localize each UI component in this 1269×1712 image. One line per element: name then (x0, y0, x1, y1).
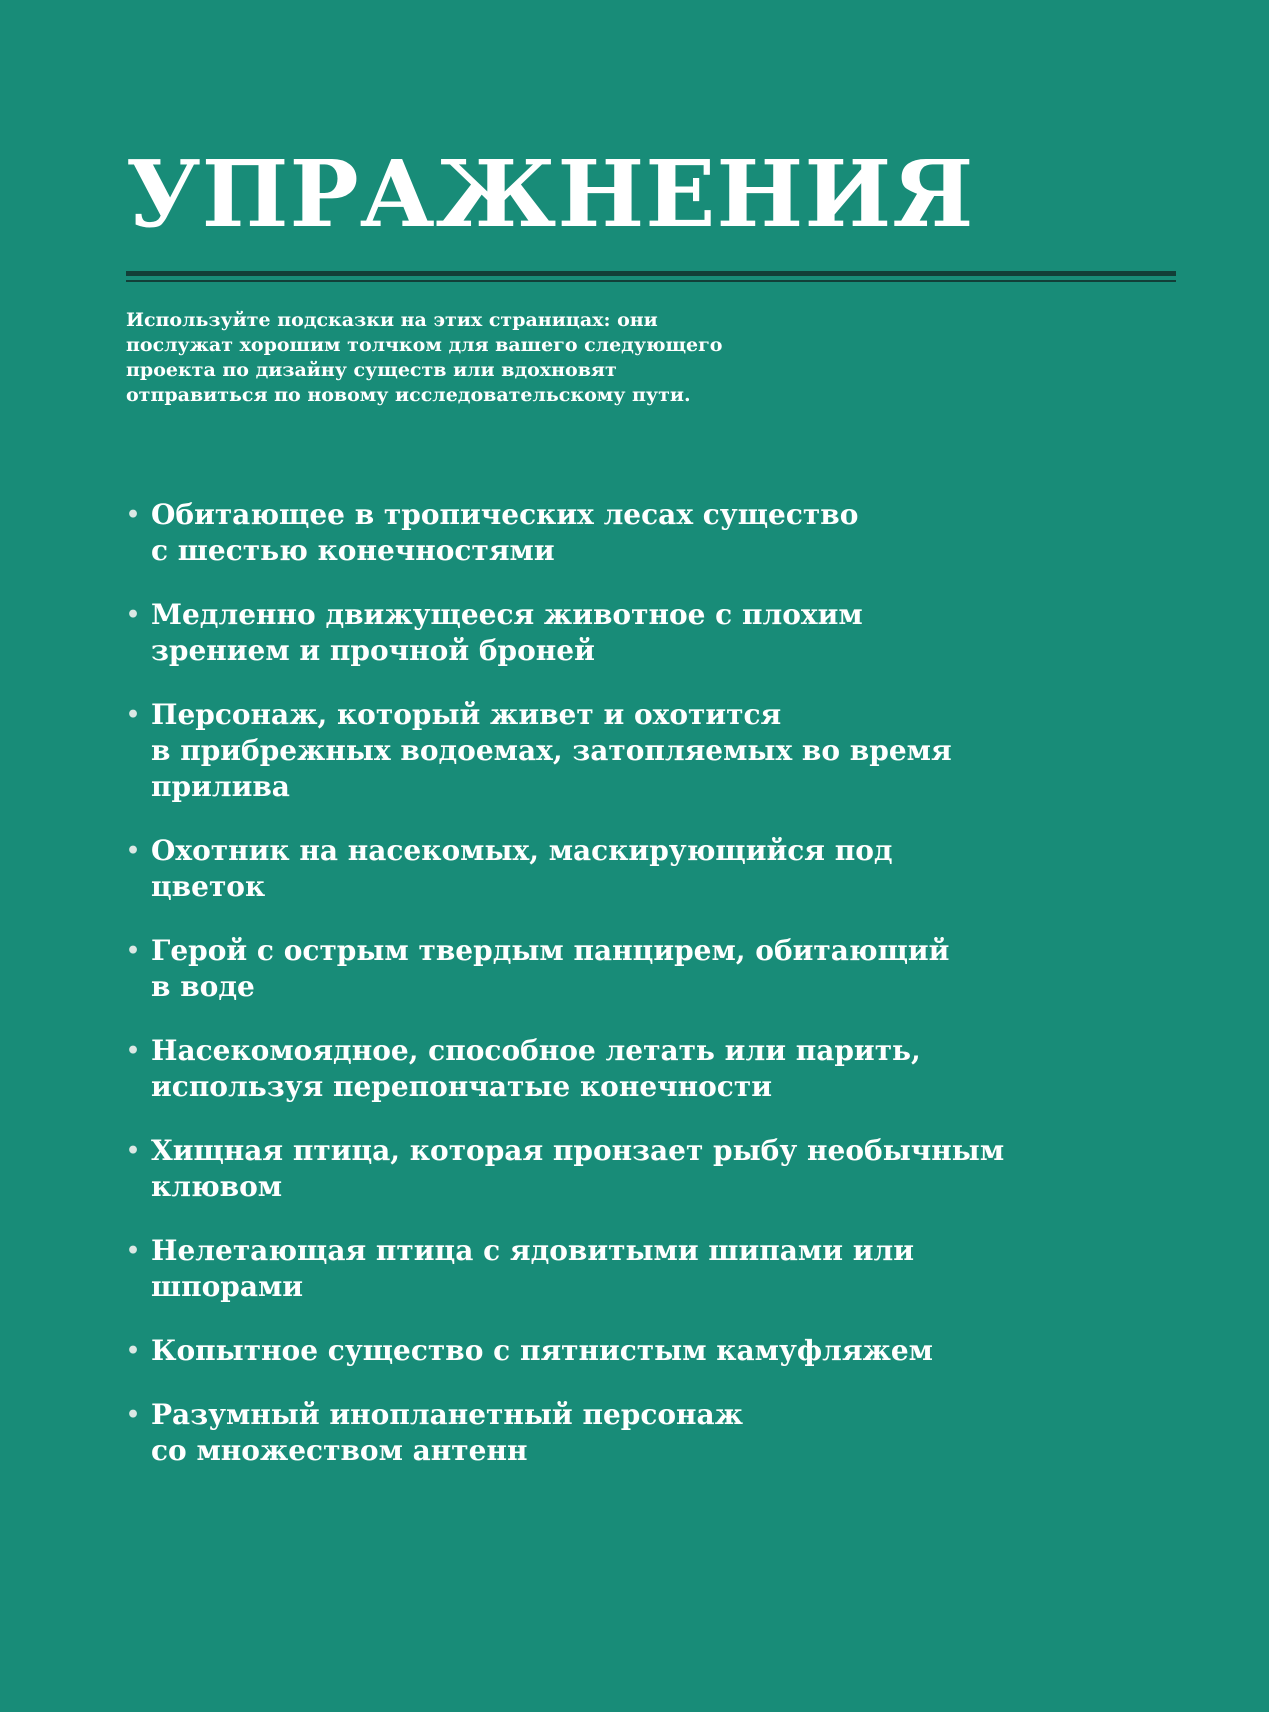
intro-line: отправиться по новому исследовательскому пути. (126, 384, 691, 406)
exercise-text-line: со множеством антенн (151, 1434, 528, 1467)
exercise-item (126, 1233, 1186, 1305)
intro-paragraph (126, 308, 926, 408)
exercise-item (126, 833, 1186, 905)
exercise-text-line: прилива (151, 770, 290, 803)
bullet-icon: • (126, 702, 141, 728)
exercise-text-line: клювом (151, 1170, 283, 1203)
intro-line: проекта по дизайну существ или вдохновят (126, 359, 617, 381)
exercise-text-line: Хищная птица, которая пронзает рыбу необычным (151, 1134, 1005, 1167)
exercise-text-line: Обитающее в тропических лесах существо (151, 498, 859, 531)
exercise-item (126, 1133, 1186, 1205)
title-rule-thin (126, 280, 1176, 282)
exercise-text-line: в воде (151, 970, 255, 1003)
exercise-text-line: Персонаж, который живет и охотится (151, 698, 782, 731)
exercise-text-line: Копытное существо с пятнистым камуфляжем (151, 1334, 933, 1367)
exercise-text-line: в прибрежных водоемах, затопляемых во время (151, 734, 952, 767)
intro-line: послужат хорошим толчком для вашего следующего (126, 334, 723, 356)
exercise-text-line: зрением и прочной броней (151, 634, 595, 667)
bullet-icon: • (126, 1138, 141, 1164)
exercise-text-line: Насекомоядное, способное летать или парить, (151, 1034, 921, 1067)
exercise-text-line: с шестью конечностями (151, 534, 555, 567)
exercise-item (126, 1033, 1186, 1105)
bullet-icon: • (126, 1238, 141, 1264)
intro-line: Используйте подсказки на этих страницах: они (126, 309, 658, 331)
exercise-text-line: используя перепончатые конечности (151, 1070, 772, 1103)
exercise-item (126, 933, 1186, 1005)
bullet-icon: • (126, 502, 141, 528)
exercise-text-line: шпорами (151, 1270, 304, 1303)
bullet-icon: • (126, 1338, 141, 1364)
exercise-text-line: Разумный инопланетный персонаж (151, 1398, 743, 1431)
exercise-list (126, 497, 1186, 1497)
bullet-icon: • (126, 938, 141, 964)
exercise-item (126, 597, 1186, 669)
bullet-icon: • (126, 1402, 141, 1428)
bullet-icon: • (126, 838, 141, 864)
exercise-text-line: цветок (151, 870, 266, 903)
exercise-text-line: Охотник на насекомых, маскирующийся под (151, 834, 893, 867)
exercise-text-line: Герой с острым твердым панцирем, обитающий (151, 934, 950, 967)
exercise-item (126, 1333, 1186, 1369)
exercise-text-line: Нелетающая птица с ядовитыми шипами или (151, 1234, 914, 1267)
title-rule-thick (126, 271, 1176, 276)
exercise-item (126, 497, 1186, 569)
page-title: УПРАЖНЕНИЯ (126, 140, 975, 248)
bullet-icon: • (126, 602, 141, 628)
exercise-item (126, 697, 1186, 805)
bullet-icon: • (126, 1038, 141, 1064)
exercise-text-line: Медленно движущееся животное с плохим (151, 598, 863, 631)
exercise-item (126, 1397, 1186, 1469)
